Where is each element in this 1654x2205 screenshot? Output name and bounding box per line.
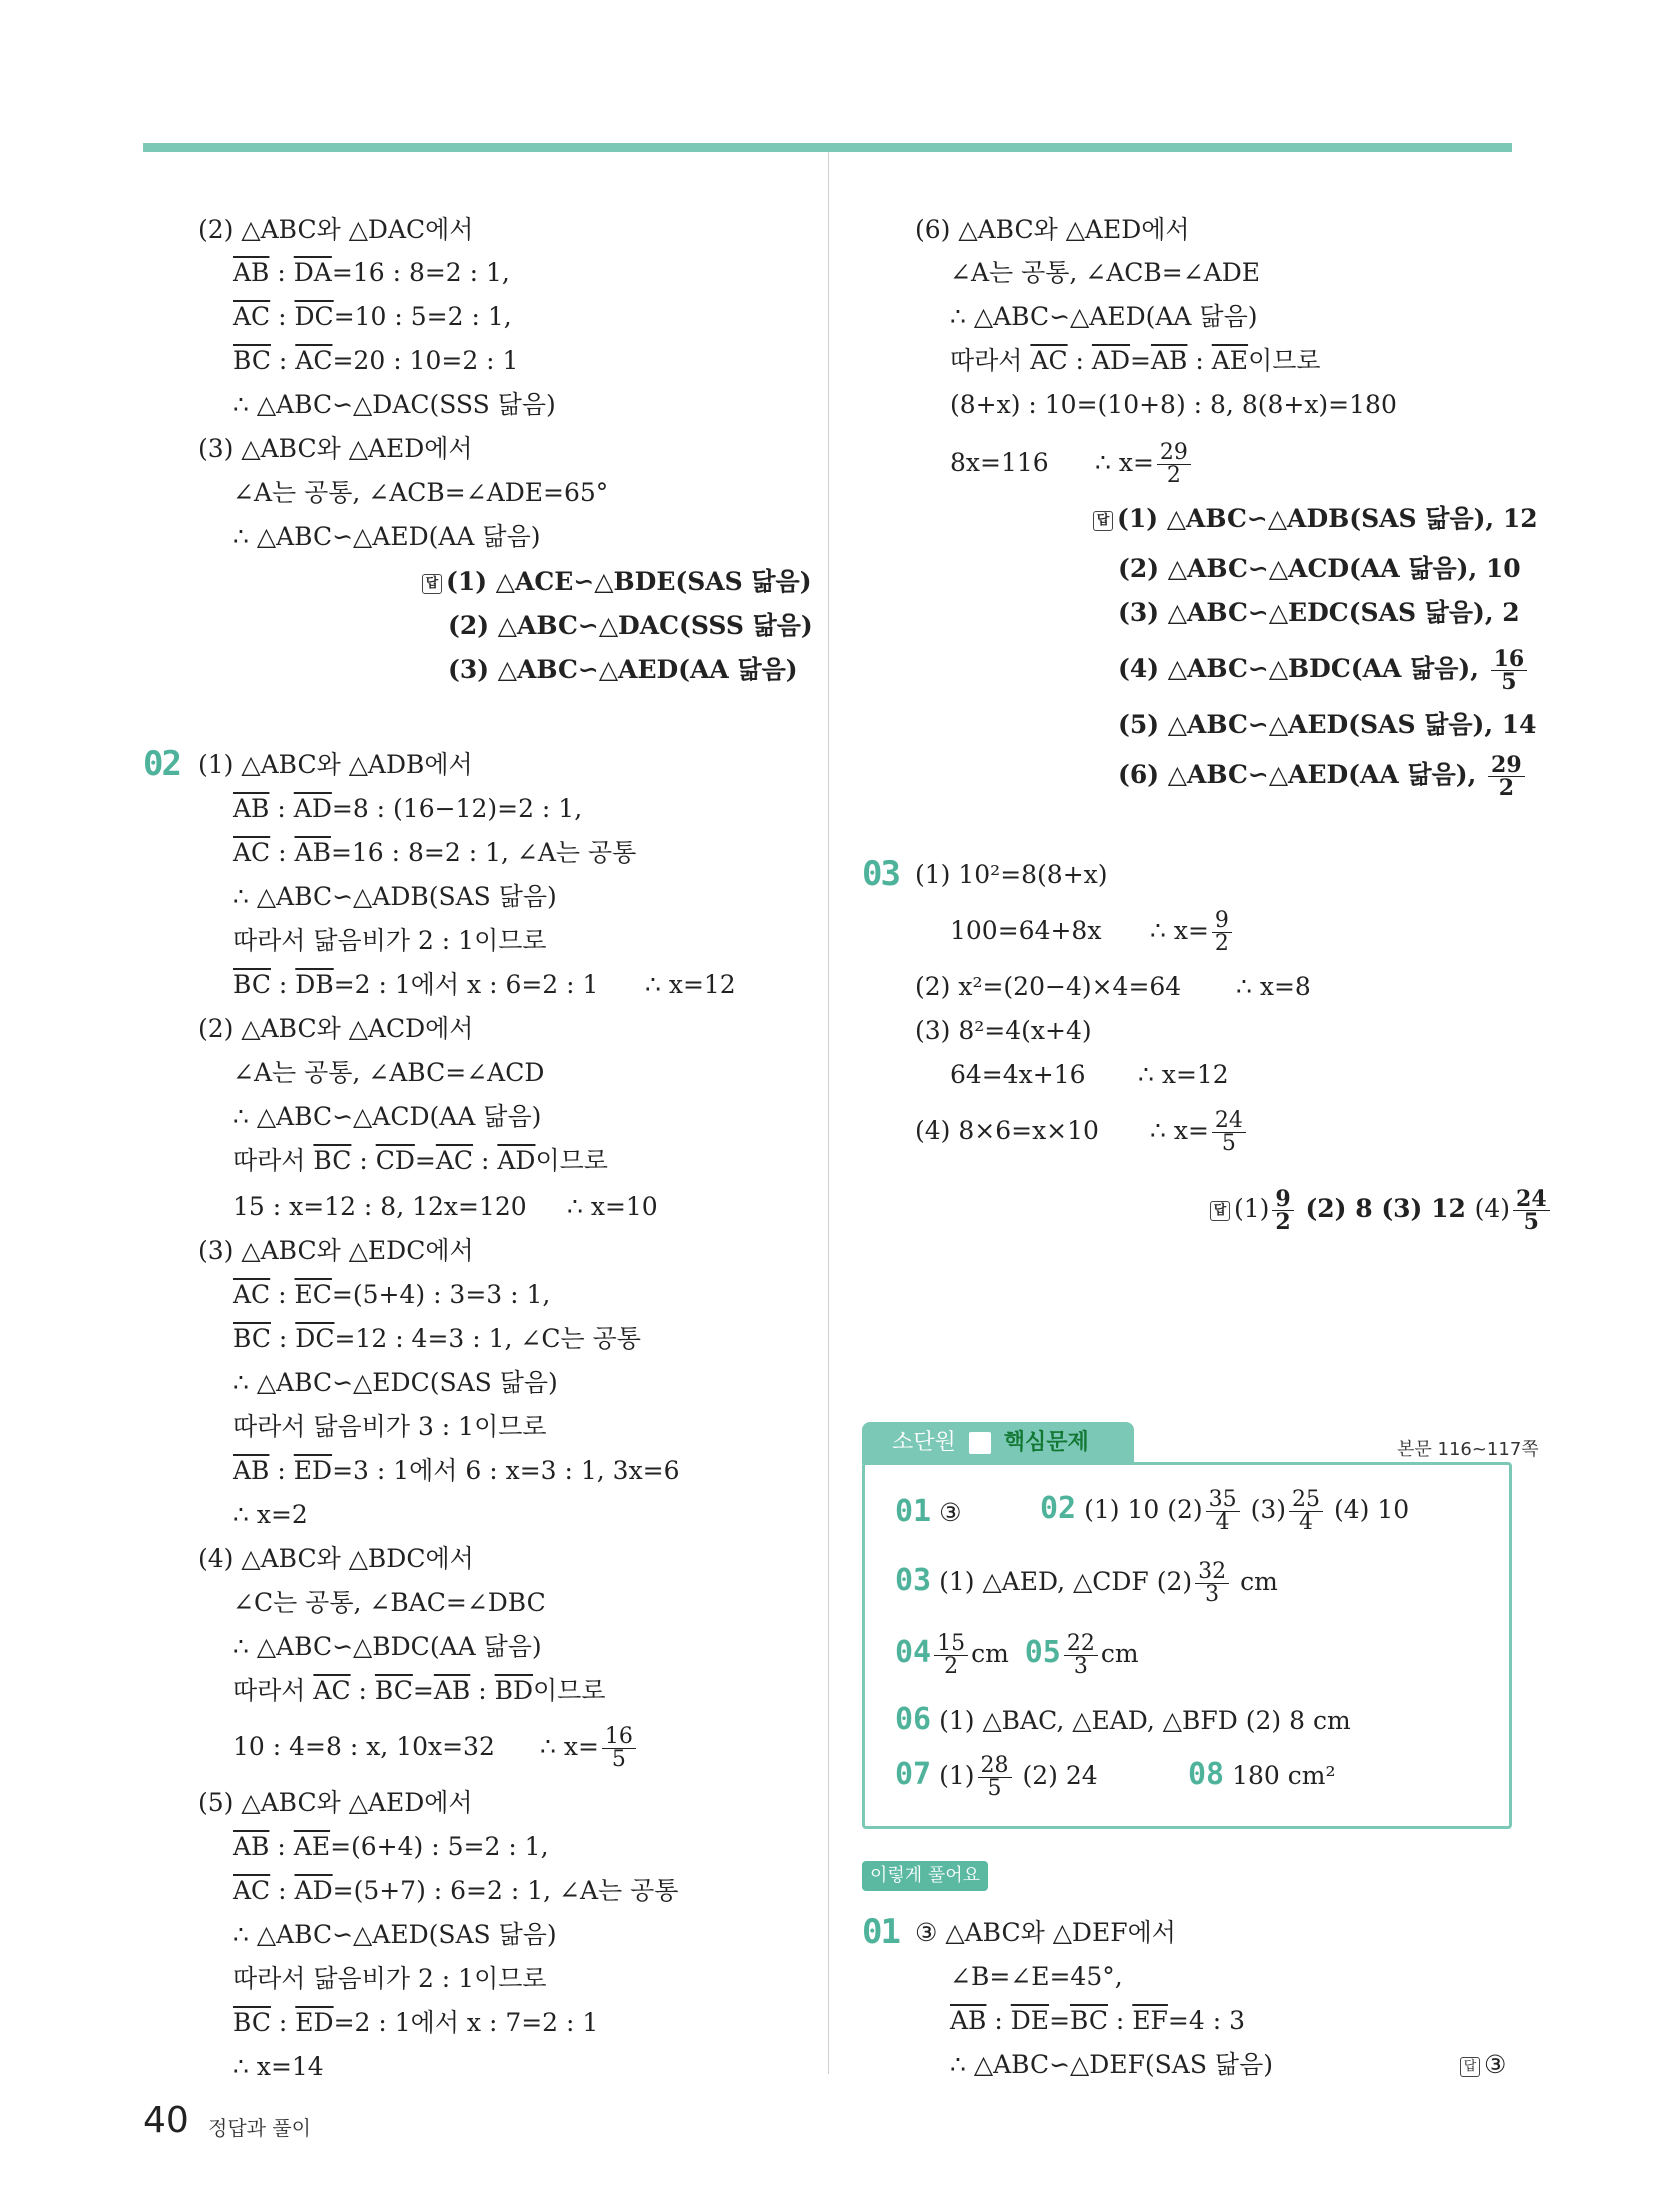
- text-line: ∠A는 공통, ∠ABC=∠ACD: [233, 1058, 545, 1087]
- text-line: ∴ x= $\frac{24}{5}$: [1150, 1102, 1249, 1160]
- fraction: $\frac{9}{2}$: [1272, 1188, 1293, 1233]
- answer-line: (6) △ABC∽△AED(AA 닮음), $\frac{29}{2}$: [1118, 746, 1528, 804]
- fraction: $\frac{16}{5}$: [602, 1726, 636, 1771]
- fraction: $\frac{25}{4}$: [1289, 1489, 1323, 1534]
- text-line: ∴ △ABC∽△DAC(SSS 닮음): [233, 390, 556, 419]
- fraction: $\frac{15}{2}$: [934, 1633, 968, 1678]
- text-line: $\overline{AB}$ : $\overline{DA}=16$ : 8=2 : 1,: [233, 258, 510, 287]
- question-number: 01: [862, 1912, 899, 1952]
- text-line: $\overline{AC}$ : $\overline{AD}=(5+7)$ : 6=2 : 1, ∠A는 공통: [233, 1876, 679, 1905]
- fraction: $\frac{35}{4}$: [1206, 1489, 1240, 1534]
- text-line: ∴ x= $\frac{16}{5}$: [540, 1718, 639, 1776]
- text-line: ∴ △ABC∽△AED(AA 닮음): [950, 302, 1258, 331]
- text-line: (3) △ABC와 △EDC에서: [198, 1236, 474, 1265]
- fraction: $\frac{24}{5}$: [1212, 1110, 1246, 1155]
- text-line: ∴ △ABC∽△AED(SAS 닮음): [233, 1920, 557, 1949]
- fraction: $\frac{22}{3}$: [1064, 1633, 1098, 1678]
- text-line: ∠C는 공통, ∠BAC=∠DBC: [233, 1588, 546, 1617]
- column-divider: [828, 152, 829, 2074]
- text-line: 10 : 4=8 : x, 10x=32: [233, 1732, 495, 1761]
- text-line: (3) △ABC와 △AED에서: [198, 434, 473, 463]
- page-number: 40: [143, 2100, 189, 2141]
- text-line: ∠A는 공통, ∠ACB=∠ADE=65°: [233, 478, 609, 507]
- page-label: 정답과 풀이: [208, 2116, 311, 2140]
- text-line: $\overline{AB}$ : $\overline{AD}=8$ : (16−12)=2 : 1,: [233, 794, 583, 823]
- answer-line: 답 (1) △ABC∽△ADB(SAS 닮음), 12: [1093, 502, 1538, 536]
- text-line: (2) △ABC와 △ACD에서: [198, 1014, 474, 1043]
- text-line: ③ △ABC와 △DEF에서: [915, 1918, 1176, 1947]
- text-line: ∴ x= $\frac{29}{2}$: [1095, 434, 1194, 492]
- text-line: ∴ △ABC∽△ADB(SAS 닮음): [233, 882, 557, 911]
- text-line: 따라서 닮음비가 3 : 1이므로: [233, 1412, 547, 1441]
- text-line: ∴ x=12: [1138, 1060, 1229, 1089]
- text-line: $\overline{AB}$ : $\overline{DE}=\overline{BC}$ : $\overline{EF}=4$ : 3: [950, 2006, 1245, 2035]
- answer-line: (5) △ABC∽△AED(SAS 닮음), 14: [1118, 710, 1537, 739]
- answer-line: (4) △ABC∽△BDC(AA 닮음), $\frac{16}{5}$: [1118, 640, 1530, 698]
- answer-mark-icon: 답: [422, 574, 442, 594]
- question-number: 02: [143, 744, 180, 784]
- text-line: $\overline{AC}$ : $\overline{EC}=(5+4)$ : 3=3 : 1,: [233, 1280, 551, 1309]
- text-line: (1) △ABC와 △ADB에서: [198, 750, 473, 779]
- text-line: (5) △ABC와 △AED에서: [198, 1788, 473, 1817]
- text-line: ∴ △ABC∽△EDC(SAS 닮음): [233, 1368, 558, 1397]
- fraction: $\frac{24}{5}$: [1513, 1188, 1550, 1233]
- page-reference: 본문 116~117쪽: [1397, 1439, 1539, 1460]
- text-line: 따라서 닮음비가 2 : 1이므로: [233, 926, 547, 955]
- box-row: 08 180 cm²: [1188, 1757, 1336, 1792]
- answer-line: (2) △ABC∽△ACD(AA 닮음), 10: [1118, 554, 1521, 583]
- fraction: $\frac{32}{3}$: [1195, 1561, 1229, 1606]
- text-line: ∴ x=8: [1236, 972, 1311, 1001]
- text-line: 따라서 $\overline{AC}$ : $\overline{AD}=\overline{AB}$ : $\overline{AE}$이므로: [950, 346, 1321, 375]
- text-line: ∴ x=2: [233, 1500, 308, 1529]
- text-line: ∴ x=12: [645, 970, 736, 999]
- answer-line: (2) △ABC∽△DAC(SSS 닮음): [448, 611, 813, 640]
- text-line: (4) 8×6=x×10: [915, 1116, 1099, 1145]
- text-line: (4) △ABC와 △BDC에서: [198, 1544, 474, 1573]
- box-row: 04 $\frac{15}{2}$ cm 05 $\frac{22}{3}$ cm: [895, 1631, 1139, 1679]
- text-line: $\overline{AB}$ : $\overline{ED}=3$ : 1에서 6 : x=3 : 1, 3x=6: [233, 1456, 680, 1485]
- text-line: 8x=116: [950, 448, 1049, 477]
- text-line: $\overline{AB}$ : $\overline{AE}=(6+4)$ : 5=2 : 1,: [233, 1832, 549, 1861]
- text-line: $\overline{BC}$ : $\overline{AC}=20$ : 10=2 : 1: [233, 346, 519, 375]
- box-row: 06 (1) △BAC, △EAD, △BFD (2) 8 cm: [895, 1702, 1351, 1737]
- text-line: ∴ △ABC∽△ACD(AA 닮음): [233, 1102, 542, 1131]
- top-accent-bar: [143, 143, 1512, 152]
- text-line: 따라서 $\overline{BC}$ : $\overline{CD}=\overline{AC}$ : $\overline{AD}$이므로: [233, 1146, 608, 1175]
- text-line: ∠A는 공통, ∠ACB=∠ADE: [950, 258, 1261, 287]
- box-row: 07 (1) $\frac{28}{5}$ (2) 24: [895, 1753, 1098, 1801]
- text-line: ∴ △ABC∽△AED(AA 닮음): [233, 522, 541, 551]
- text-line: $\overline{AC}$ : $\overline{AB}=16$ : 8=2 : 1, ∠A는 공통: [233, 838, 637, 867]
- text-line: $\overline{BC}$ : $\overline{ED}=2$ : 1에서 x : 7=2 : 1: [233, 2008, 599, 2037]
- text-line: ∠B=∠E=45°,: [950, 1962, 1123, 1991]
- text-line: (2) △ABC와 △DAC에서: [198, 215, 474, 244]
- answer-line: (3) △ABC∽△AED(AA 닮음): [448, 655, 798, 684]
- answer-line: (3) △ABC∽△EDC(SAS 닮음), 2: [1118, 598, 1520, 627]
- text-line: ∴ △ABC∽△BDC(AA 닮음): [233, 1632, 542, 1661]
- solution-tag: 이렇게 풀어요: [862, 1861, 988, 1891]
- book-icon: [969, 1432, 991, 1454]
- text-line: 15 : x=12 : 8, 12x=120: [233, 1192, 527, 1221]
- text-line: (2) x²=(20−4)×4=64: [915, 972, 1182, 1001]
- box-row: 03 (1) △AED, △CDF (2) $\frac{32}{3}$ cm: [895, 1559, 1278, 1607]
- text-line: 64=4x+16: [950, 1060, 1086, 1089]
- answer-line: 답 (1) $\frac{9}{2}$ (2) 8 (3) 12 (4) $\frac{24}{5}$: [1210, 1180, 1553, 1238]
- answer-mark-icon: 답: [1460, 2057, 1480, 2077]
- section-tab: 소단원 핵심문제: [862, 1422, 1134, 1464]
- answer-line: 답 (1) △ACE∽△BDE(SAS 닮음): [422, 565, 812, 599]
- fraction: $\frac{9}{2}$: [1212, 910, 1232, 955]
- answer-line: 답 ③: [1460, 2048, 1506, 2082]
- text-line: ∴ x= $\frac{9}{2}$: [1150, 902, 1235, 960]
- fraction: $\frac{16}{5}$: [1491, 648, 1528, 693]
- text-line: ∴ △ABC∽△DEF(SAS 닮음): [950, 2050, 1273, 2079]
- box-row: 01 ③: [895, 1494, 962, 1529]
- text-line: 100=64+8x: [950, 916, 1102, 945]
- text-line: 따라서 $\overline{AC}$ : $\overline{BC}=\overline{AB}$ : $\overline{BD}$이므로: [233, 1676, 606, 1705]
- text-line: $\overline{AC}$ : $\overline{DC}=10$ : 5=2 : 1,: [233, 302, 512, 331]
- text-line: (3) 8²=4(x+4): [915, 1016, 1092, 1045]
- text-line: (1) 10²=8(8+x): [915, 860, 1108, 889]
- fraction: $\frac{29}{2}$: [1157, 442, 1191, 487]
- text-line: $\overline{BC}$ : $\overline{DC}=12$ : 4=3 : 1, ∠C는 공통: [233, 1324, 641, 1353]
- question-number: 03: [862, 854, 899, 894]
- text-line: (6) △ABC와 △AED에서: [915, 215, 1190, 244]
- answer-mark-icon: 답: [1093, 511, 1113, 531]
- box-row: 02 (1) 10 (2) $\frac{35}{4}$ (3) $\frac{25}{4}$ (4) 10: [1040, 1487, 1410, 1535]
- text-line: ∴ x=10: [567, 1192, 658, 1221]
- fraction: $\frac{29}{2}$: [1488, 754, 1525, 799]
- text-line: (8+x) : 10=(10+8) : 8, 8(8+x)=180: [950, 390, 1397, 419]
- text-line: $\overline{BC}$ : $\overline{DB}=2$ : 1에서 x : 6=2 : 1: [233, 970, 599, 999]
- text-line: 따라서 닮음비가 2 : 1이므로: [233, 1964, 547, 1993]
- fraction: $\frac{28}{5}$: [978, 1755, 1012, 1800]
- text-line: ∴ x=14: [233, 2052, 324, 2081]
- answer-mark-icon: 답: [1210, 1201, 1230, 1221]
